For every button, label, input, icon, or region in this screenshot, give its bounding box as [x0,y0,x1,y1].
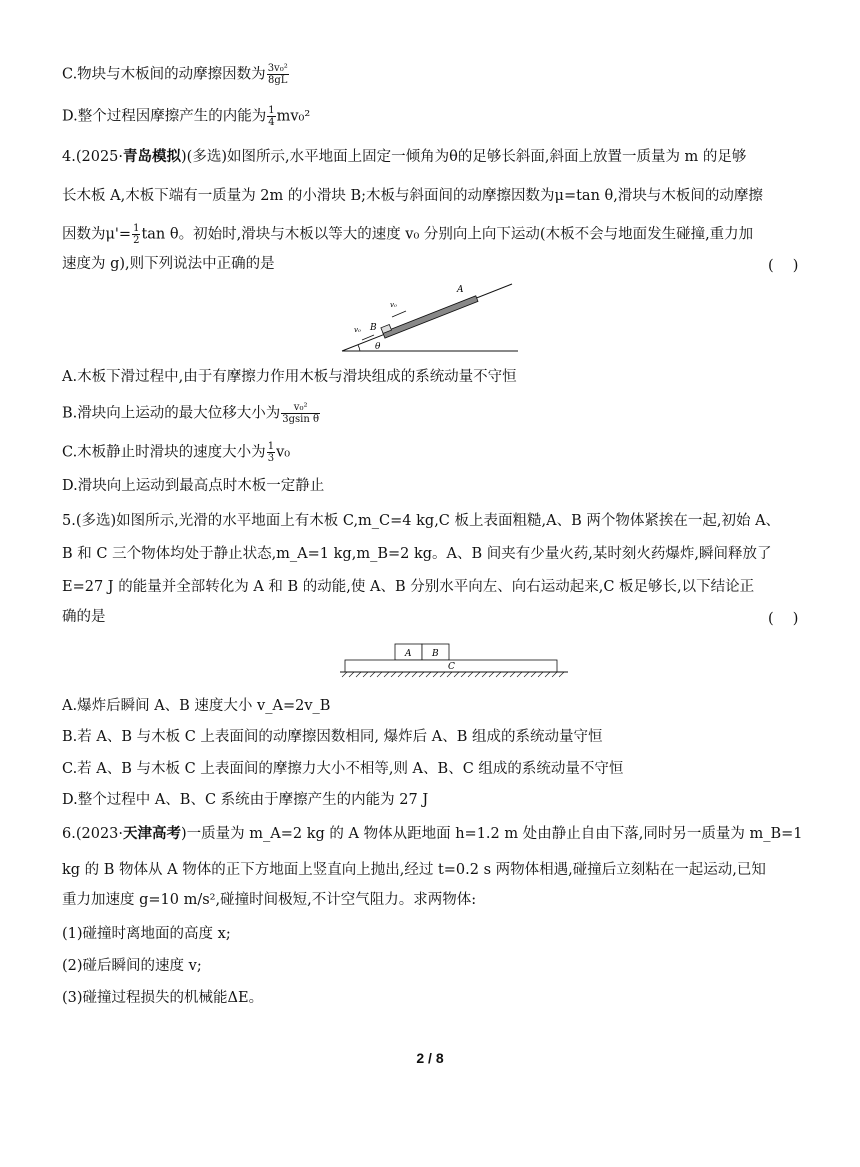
q5-line-1: 5.(多选)如图所示,光滑的水平地面上有木板 C,m_C=4 kg,C 板上表面粗糙,A、B 两个物体紧挨在一起,初始 A、 [62,513,781,529]
q5-option-b: B.若 A、B 与木板 C 上表面间的动摩擦因数相同, 爆炸后 A、B 组成的系统动量守恒 [62,729,603,745]
q5-option-c: C.若 A、B 与木板 C 上表面间的摩擦力大小不相等,则 A、B、C 组成的系统动量不守恒 [62,761,624,777]
q6-source: 天津高考 [123,825,182,842]
q6-line-2: kg 的 B 物体从 A 物体的正下方地面上竖直向上抛出,经过 t=0.2 s 两物体相遇,碰撞后立刻粘在一起运动,已知 [62,862,766,878]
label-theta: θ [375,342,381,352]
q5-board-figure [340,636,570,682]
fraction: $\frac{1}{2}$ [133,223,140,246]
arrow-v0-top [392,311,406,317]
page-number: 2 / 8 [416,1050,444,1066]
q4-option-d: D.滑块向上运动到最高点时木板一定静止 [62,478,325,494]
label-c: C [448,662,455,672]
label-a: A [405,649,412,659]
q4-option-a: A.木板下滑过程中,由于有摩擦力作用木板与滑块组成的系统动量不守恒 [62,369,517,385]
q5-line-4: 确的是 [62,609,106,625]
ground-hatch [342,672,564,677]
q5-line-3: E=27 J 的能量并全部转化为 A 和 B 的动能,使 A、B 分别水平向左、向右运动起来,C 板足够长,以下结论正 [62,579,755,595]
q4-source: 青岛模拟 [123,148,182,165]
q4-option-c: C.木板静止时滑块的速度大小为 $\frac{1}{3}$ v₀ [62,441,291,464]
angle-arc [358,345,360,351]
option-c-prev: C.物块与木板间的动摩擦因数为 $\frac{\text{3v₀²}}{8gL}$ [62,63,288,86]
q6-sub-1: (1)碰撞时离地面的高度 x; [62,926,231,942]
q6-line-3: 重力加速度 g=10 m/s²,碰撞时间极短,不计空气阻力。求两物体: [62,892,477,908]
label-b: B [432,649,439,659]
board-a [383,296,478,338]
q4-line-3: 因数为μ'= $\frac{1}{2}$ tan θ。初始时,滑块与木板以等大的速度 v₀ 分别向上向下运动(木板不会与地面发生碰撞,重力加 [62,223,754,246]
q4-answer-paren: ( ) [768,258,799,274]
q4-option-b: B.滑块向上运动的最大位移大小为 $\frac{\text{v₀²}}{\text{3gsin θ}}$ [62,402,319,425]
q5-option-a: A.爆炸后瞬间 A、B 速度大小 v_A=2v_B [62,698,331,714]
fraction: $\frac{\text{v₀²}}{\text{3gsin θ}}$ [282,402,319,425]
q4-line-2: 长木板 A,木板下端有一质量为 2m 的小滑块 B;木板与斜面间的动摩擦因数为μ=tan θ,滑块与木板间的动摩擦 [62,188,763,204]
option-d-prev: D.整个过程因摩擦产生的内能为 $\frac{1}{4}$ mv₀² [62,105,311,128]
fraction: $\frac{1}{4}$ [268,105,275,128]
q5-line-2: B 和 C 三个物体均处于静止状态,m_A=1 kg,m_B=2 kg。A、B 间夹有少量火药,某时刻火药爆炸,瞬间释放了 [62,546,772,562]
q5-option-d: D.整个过程中 A、B、C 系统由于摩擦产生的内能为 27 J [62,792,429,808]
q6-sub-2: (2)碰后瞬间的速度 v; [62,958,202,974]
q6-sub-3: (3)碰撞过程损失的机械能ΔE。 [62,990,264,1006]
label-v0-top: v₀ [390,301,397,309]
q4-line-1: 4.(2025·青岛模拟)(多选)如图所示,水平地面上固定一倾角为θ的足够长斜面,斜面上放置一质量为 m 的足够 [62,148,747,165]
q4-line-4: 速度为 g),则下列说法中正确的是 [62,256,275,272]
fraction: $\frac{1}{3}$ [267,441,275,464]
label-a: A [457,285,464,295]
label-v0-left: v₀ [354,326,361,334]
label-b: B [370,323,377,333]
q6-line-1: 6.(2023·天津高考)一质量为 m_A=2 kg 的 A 物体从距地面 h=1.2 m 处由静止自由下落,同时另一质量为 m_B=1 [62,825,803,842]
q5-answer-paren: ( ) [768,611,799,627]
q4-incline-figure [330,276,530,356]
fraction: $\frac{\text{3v₀²}}{8gL}$ [267,63,288,86]
